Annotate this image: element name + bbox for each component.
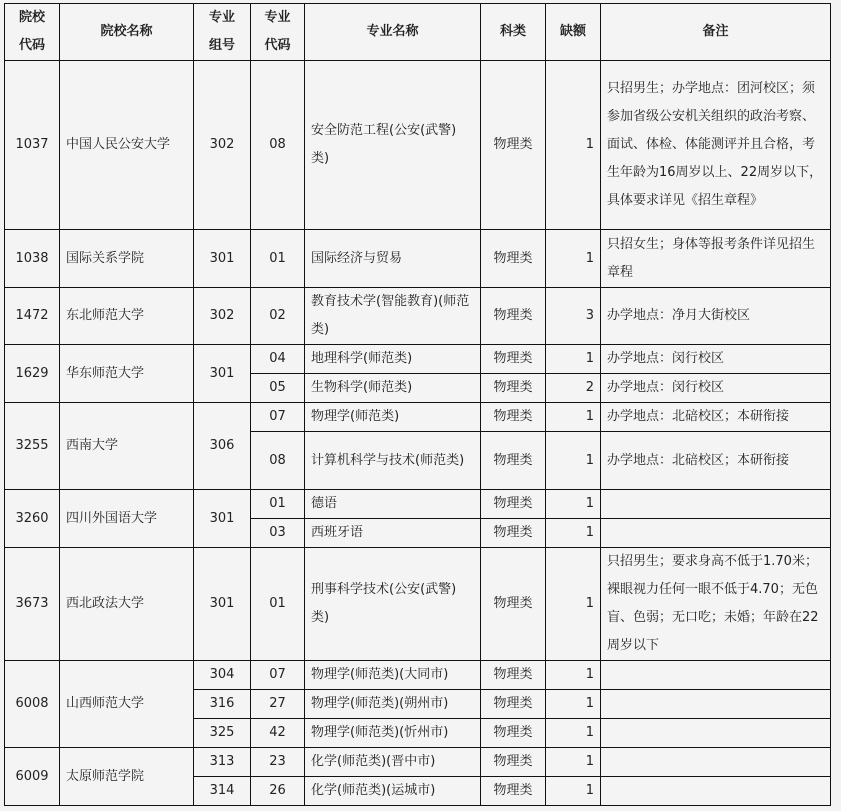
- category: 物理类: [481, 690, 546, 719]
- major-code: 01: [251, 548, 305, 661]
- major-name: 物理学(师范类): [305, 403, 481, 432]
- header-category: 科类: [481, 4, 546, 61]
- category: 物理类: [481, 777, 546, 806]
- group-number: 301: [194, 490, 251, 548]
- table-row: [5, 661, 831, 690]
- vacancies: 2: [546, 374, 601, 403]
- remarks: 办学地点：北碚校区；本研衔接: [601, 432, 831, 490]
- category: 物理类: [481, 345, 546, 374]
- vacancies: 1: [546, 777, 601, 806]
- school-code: 3260: [5, 490, 60, 548]
- category: 物理类: [481, 374, 546, 403]
- vacancies: 3: [546, 288, 601, 345]
- vacancies: 1: [546, 61, 601, 230]
- category: 物理类: [481, 61, 546, 230]
- remarks: [601, 777, 831, 806]
- major-code: 07: [251, 661, 305, 690]
- vacancies: 1: [546, 432, 601, 490]
- school-code: 3673: [5, 548, 60, 661]
- category: 物理类: [481, 719, 546, 748]
- category: 物理类: [481, 548, 546, 661]
- remarks: 只招男生；要求身高不低于1.70米；裸眼视力任何一眼不低于4.70；无色盲、色弱；无口吃；未婚；年龄在22周岁以下: [601, 548, 831, 661]
- category: 物理类: [481, 519, 546, 548]
- table-row: [5, 345, 831, 374]
- school-name: 西南大学: [60, 403, 194, 490]
- school-name: 西北政法大学: [60, 548, 194, 661]
- major-name: 国际经济与贸易: [305, 230, 481, 288]
- major-code: 08: [251, 61, 305, 230]
- table-row: [5, 61, 831, 230]
- group-number: 302: [194, 288, 251, 345]
- major-name: 化学(师范类)(运城市): [305, 777, 481, 806]
- remarks: 只招男生；办学地点：团河校区；须参加省级公安机关组织的政治考察、面试、体检、体能测评并且合格，考生年龄为16周岁以上、22周岁以下，具体要求详见《招生章程》: [601, 61, 831, 230]
- school-code: 1038: [5, 230, 60, 288]
- remarks: [601, 490, 831, 519]
- remarks: 办学地点：闵行校区: [601, 374, 831, 403]
- category: 物理类: [481, 288, 546, 345]
- header-vacancies: 缺额: [546, 4, 601, 61]
- group-number: 301: [194, 548, 251, 661]
- school-code: 6008: [5, 661, 60, 748]
- school-code: 1472: [5, 288, 60, 345]
- school-name: 太原师范学院: [60, 748, 194, 806]
- major-code: 03: [251, 519, 305, 548]
- major-code: 01: [251, 230, 305, 288]
- header-remarks: 备注: [601, 4, 831, 61]
- group-number: 313: [194, 748, 251, 777]
- school-code: 3255: [5, 403, 60, 490]
- vacancies: 1: [546, 519, 601, 548]
- remarks: [601, 519, 831, 548]
- school-name: 山西师范大学: [60, 661, 194, 748]
- vacancies: 1: [546, 490, 601, 519]
- vacancies: 1: [546, 345, 601, 374]
- major-code: 26: [251, 777, 305, 806]
- group-number: 301: [194, 230, 251, 288]
- header-school-name: 院校名称: [60, 4, 194, 61]
- vacancies: 1: [546, 403, 601, 432]
- category: 物理类: [481, 490, 546, 519]
- category: 物理类: [481, 403, 546, 432]
- category: 物理类: [481, 432, 546, 490]
- remarks: 办学地点：北碚校区；本研衔接: [601, 403, 831, 432]
- header-major-name: 专业名称: [305, 4, 481, 61]
- admission-vacancy-table: [4, 3, 831, 806]
- vacancies: 1: [546, 230, 601, 288]
- vacancies: 1: [546, 661, 601, 690]
- school-name: 中国人民公安大学: [60, 61, 194, 230]
- major-code: 42: [251, 719, 305, 748]
- vacancies: 1: [546, 748, 601, 777]
- major-code: 23: [251, 748, 305, 777]
- vacancies: 1: [546, 690, 601, 719]
- table-row: [5, 748, 831, 777]
- major-name: 生物科学(师范类): [305, 374, 481, 403]
- remarks: 办学地点：闵行校区: [601, 345, 831, 374]
- category: 物理类: [481, 661, 546, 690]
- major-code: 08: [251, 432, 305, 490]
- major-code: 27: [251, 690, 305, 719]
- remarks: 只招女生；身体等报考条件详见招生章程: [601, 230, 831, 288]
- table-row: [5, 403, 831, 432]
- group-number: 325: [194, 719, 251, 748]
- major-name: 西班牙语: [305, 519, 481, 548]
- group-number: 301: [194, 345, 251, 403]
- major-code: 05: [251, 374, 305, 403]
- major-name: 化学(师范类)(晋中市): [305, 748, 481, 777]
- remarks: [601, 719, 831, 748]
- major-code: 02: [251, 288, 305, 345]
- vacancies: 1: [546, 719, 601, 748]
- major-code: 07: [251, 403, 305, 432]
- group-number: 316: [194, 690, 251, 719]
- header-row: [5, 4, 831, 61]
- header-group-number: 专业 组号: [194, 4, 251, 61]
- school-name: 四川外国语大学: [60, 490, 194, 548]
- major-name: 刑事科学技术(公安(武警)类): [305, 548, 481, 661]
- category: 物理类: [481, 748, 546, 777]
- major-code: 04: [251, 345, 305, 374]
- category: 物理类: [481, 230, 546, 288]
- school-code: 1629: [5, 345, 60, 403]
- school-code: 1037: [5, 61, 60, 230]
- school-name: 华东师范大学: [60, 345, 194, 403]
- group-number: 314: [194, 777, 251, 806]
- school-name: 国际关系学院: [60, 230, 194, 288]
- major-name: 安全防范工程(公安(武警)类): [305, 61, 481, 230]
- group-number: 302: [194, 61, 251, 230]
- remarks: [601, 661, 831, 690]
- group-number: 304: [194, 661, 251, 690]
- header-school-code: 院校 代码: [5, 4, 60, 61]
- table-row: [5, 230, 831, 288]
- remarks: [601, 748, 831, 777]
- major-name: 物理学(师范类)(忻州市): [305, 719, 481, 748]
- major-code: 01: [251, 490, 305, 519]
- remarks: [601, 690, 831, 719]
- major-name: 教育技术学(智能教育)(师范类): [305, 288, 481, 345]
- school-name: 东北师范大学: [60, 288, 194, 345]
- major-name: 物理学(师范类)(朔州市): [305, 690, 481, 719]
- header-major-code: 专业 代码: [251, 4, 305, 61]
- major-name: 计算机科学与技术(师范类): [305, 432, 481, 490]
- major-name: 物理学(师范类)(大同市): [305, 661, 481, 690]
- vacancies: 1: [546, 548, 601, 661]
- table-row: [5, 288, 831, 345]
- group-number: 306: [194, 403, 251, 490]
- major-name: 德语: [305, 490, 481, 519]
- remarks: 办学地点：净月大街校区: [601, 288, 831, 345]
- table-row: [5, 548, 831, 661]
- major-name: 地理科学(师范类): [305, 345, 481, 374]
- school-code: 6009: [5, 748, 60, 806]
- table-row: [5, 490, 831, 519]
